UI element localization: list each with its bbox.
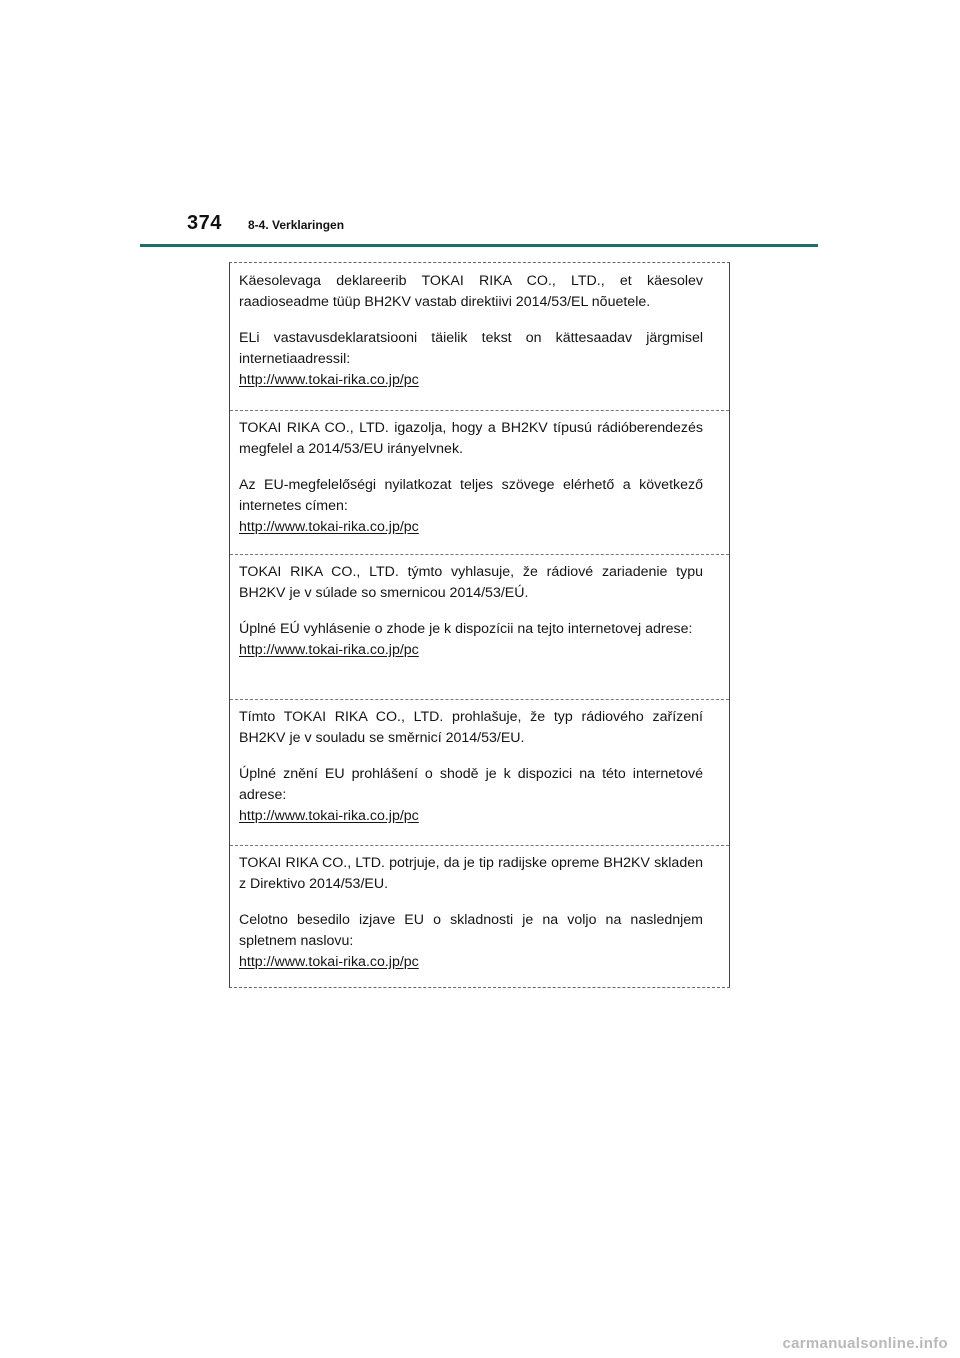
declaration-block-slovak (230, 554, 729, 661)
declaration-url-link[interactable]: http://www.tokai-rika.co.jp/pc (239, 642, 419, 658)
declaration-url-link[interactable]: http://www.tokai-rika.co.jp/pc (239, 372, 419, 388)
declaration-block-hungarian (230, 410, 729, 538)
watermark: carmanualsonline.info (782, 1335, 948, 1352)
declaration-block-czech (230, 699, 729, 827)
header-rule (140, 244, 818, 247)
declaration-block-estonian (230, 263, 729, 391)
declaration-block-slovenian (230, 845, 729, 973)
declaration-availability: Úplné EÚ vyhlásenie o zhode je k dispozícii na tejto internetovej adrese: (239, 621, 693, 637)
declaration-statement: TOKAI RIKA CO., LTD. týmto vyhlasuje, že rádiové zariadenie typu BH2KV je v súlade so smernicou 2014/53/EÚ. (239, 564, 703, 601)
declaration-url-link[interactable]: http://www.tokai-rika.co.jp/pc (239, 519, 419, 535)
declaration-statement: Käesolevaga deklareerib TOKAI RIKA CO., LTD., et käesolev raadioseadme tüüp BH2KV vastab direktiivi 2014/53/EL nõuetele. (239, 273, 703, 310)
declaration-box (229, 262, 730, 988)
declaration-availability: Celotno besedilo izjave EU o skladnosti je na voljo na naslednjem spletnem naslovu: (239, 912, 703, 949)
section-title: 8-4. Verklaringen (248, 218, 345, 232)
page-number: 374 (187, 212, 222, 234)
declaration-url-link[interactable]: http://www.tokai-rika.co.jp/pc (239, 954, 419, 970)
declaration-availability: ELi vastavusdeklaratsiooni täielik tekst on kättesaadav järgmisel internetiaadressil: (239, 330, 703, 367)
declaration-url-link[interactable]: http://www.tokai-rika.co.jp/pc (239, 808, 419, 824)
declaration-availability: Az EU-megfelelőségi nyilatkozat teljes szövege elérhető a következő internetes címen: (239, 477, 703, 514)
declaration-statement: TOKAI RIKA CO., LTD. potrjuje, da je tip radijske opreme BH2KV skladen z Direktivo 2014/53/EU. (239, 855, 703, 892)
declaration-statement: TOKAI RIKA CO., LTD. igazolja, hogy a BH2KV típusú rádióberendezés megfelel a 2014/53/EU irányelvnek. (239, 420, 703, 457)
declaration-statement: Tímto TOKAI RIKA CO., LTD. prohlašuje, že typ rádiového zařízení BH2KV je v souladu se směrnicí 2014/53/EU. (239, 709, 703, 746)
declaration-availability: Úplné znění EU prohlášení o shodě je k dispozici na této internetové adrese: (239, 766, 703, 803)
